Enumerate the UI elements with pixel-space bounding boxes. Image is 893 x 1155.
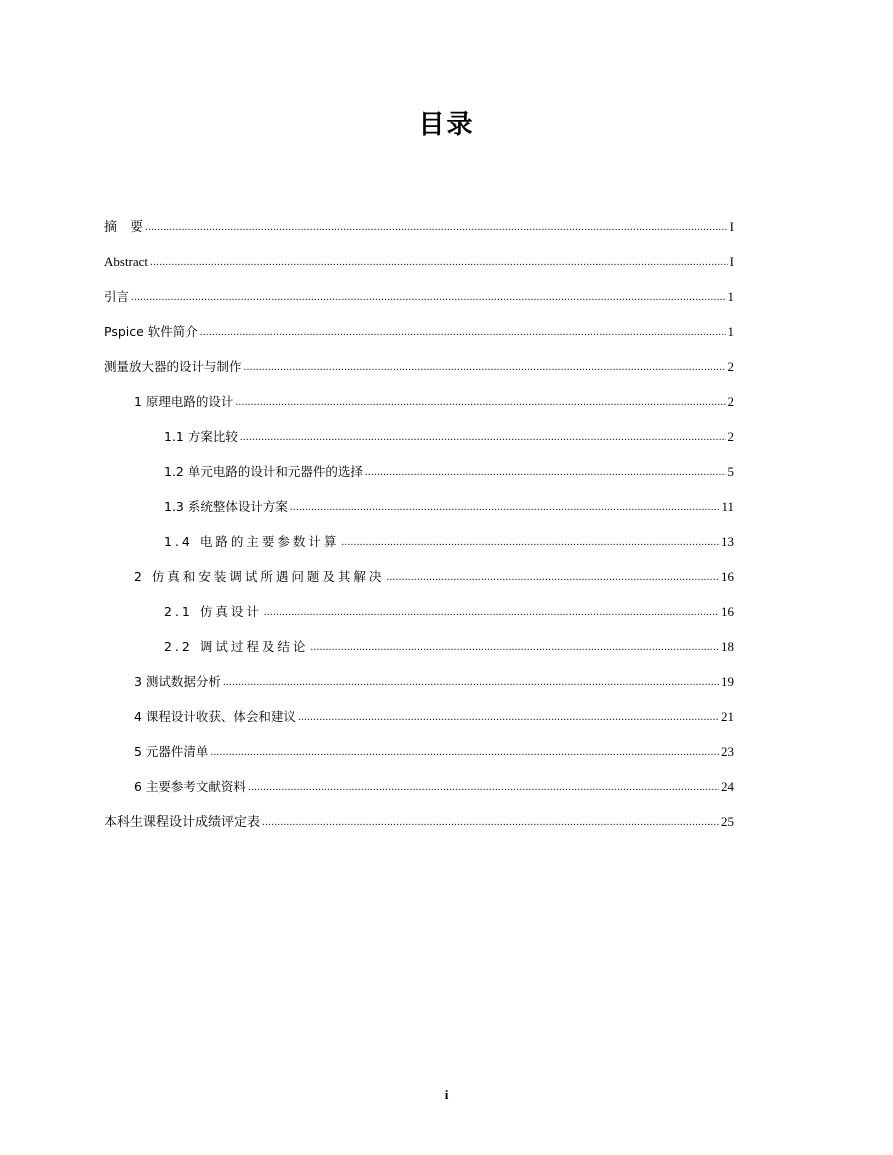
toc-entry-page: 11 bbox=[721, 499, 734, 514]
toc-entry-page: 2 bbox=[727, 359, 734, 374]
toc-leader-dots bbox=[200, 323, 726, 341]
toc-entry-label: 引言 bbox=[104, 289, 130, 304]
toc-entry-label: 2.2 调试过程及结论 bbox=[164, 639, 309, 654]
toc-entry-label: 1.1 方案比较 bbox=[164, 429, 238, 444]
toc-entry[interactable] bbox=[104, 236, 734, 271]
toc-entry[interactable] bbox=[104, 306, 734, 341]
toc-entry-page: 16 bbox=[721, 604, 734, 619]
toc-leader-dots bbox=[298, 708, 719, 726]
toc-entry[interactable] bbox=[104, 411, 734, 446]
toc-leader-dots bbox=[210, 743, 719, 761]
toc-leader-dots bbox=[386, 568, 719, 586]
toc-entry-page: 1 bbox=[727, 289, 734, 304]
toc-entry[interactable] bbox=[104, 201, 734, 236]
toc-entry-label: 测量放大器的设计与制作 bbox=[104, 359, 242, 374]
toc-entry-label: 5 元器件清单 bbox=[134, 744, 209, 759]
toc-entry-label: Abstract bbox=[104, 254, 149, 269]
toc-entry-page: 5 bbox=[727, 464, 734, 479]
toc-leader-dots bbox=[145, 218, 728, 236]
toc-entry-page: 25 bbox=[721, 814, 734, 829]
toc-leader-dots bbox=[244, 358, 726, 376]
toc-leader-dots bbox=[235, 393, 725, 411]
toc-entry-page: 16 bbox=[721, 569, 734, 584]
toc-leader-dots bbox=[365, 463, 726, 481]
toc-entry[interactable] bbox=[104, 481, 734, 516]
toc-entry-page: 24 bbox=[721, 779, 734, 794]
toc-entry[interactable] bbox=[104, 621, 734, 656]
toc-entry-page: I bbox=[729, 254, 734, 269]
toc-entry[interactable] bbox=[104, 376, 734, 411]
toc-entry[interactable] bbox=[104, 586, 734, 621]
toc-entry-page: 1 bbox=[727, 324, 734, 339]
toc-entry[interactable] bbox=[104, 691, 734, 726]
toc-leader-dots bbox=[310, 638, 719, 656]
toc-entry-label: 本科生课程设计成绩评定表 bbox=[104, 814, 261, 829]
toc-entry-page: 23 bbox=[721, 744, 734, 759]
toc-leader-dots bbox=[131, 288, 725, 306]
toc-entry-label: 2 仿真和安装调试所遇问题及其解决 bbox=[134, 569, 385, 584]
toc-entry-label: 1.3 系统整体设计方案 bbox=[164, 499, 288, 514]
toc-entry-page: 19 bbox=[721, 674, 734, 689]
toc-entry-label: 1.4 电路的主要参数计算 bbox=[164, 534, 340, 549]
toc-entry-page: 18 bbox=[721, 639, 734, 654]
toc-entry[interactable] bbox=[104, 446, 734, 481]
toc-entry-label: 3 测试数据分析 bbox=[134, 674, 221, 689]
toc-entry[interactable] bbox=[104, 271, 734, 306]
toc-entry-page: 13 bbox=[721, 534, 734, 549]
toc-leader-dots bbox=[240, 428, 726, 446]
toc-entry-page: 2 bbox=[727, 429, 734, 444]
toc-entry-page: I bbox=[729, 219, 734, 234]
toc-entry[interactable] bbox=[104, 551, 734, 586]
toc-entry[interactable] bbox=[104, 341, 734, 376]
toc-leader-dots bbox=[341, 533, 719, 551]
toc-entry-label: 4 课程设计收获、体会和建议 bbox=[134, 709, 296, 724]
toc-entry[interactable] bbox=[104, 726, 734, 761]
toc-entry-label: Pspice 软件简介 bbox=[104, 324, 198, 339]
toc-entry[interactable] bbox=[104, 796, 734, 831]
toc-leader-dots bbox=[264, 603, 719, 621]
toc-entry-label: 6 主要参考文献资料 bbox=[134, 779, 246, 794]
toc-entry-label: 1 原理电路的设计 bbox=[134, 394, 234, 409]
toc-entry[interactable] bbox=[104, 656, 734, 691]
toc-entry-label: 2.1 仿真设计 bbox=[164, 604, 262, 619]
toc-leader-dots bbox=[223, 673, 719, 691]
toc-leader-dots bbox=[262, 813, 719, 831]
toc-entry-label: 1.2 单元电路的设计和元器件的选择 bbox=[164, 464, 363, 479]
toc-leader-dots bbox=[290, 498, 720, 516]
table-of-contents bbox=[104, 201, 734, 831]
toc-entry-label: 摘 要 bbox=[104, 219, 144, 234]
page-title: 目录 bbox=[418, 110, 475, 140]
page-number: i bbox=[444, 1087, 449, 1102]
toc-entry-page: 2 bbox=[727, 394, 734, 409]
toc-leader-dots bbox=[248, 778, 719, 796]
toc-leader-dots bbox=[150, 253, 728, 271]
toc-entry[interactable] bbox=[104, 516, 734, 551]
toc-entry[interactable] bbox=[104, 761, 734, 796]
toc-entry-page: 21 bbox=[721, 709, 734, 724]
